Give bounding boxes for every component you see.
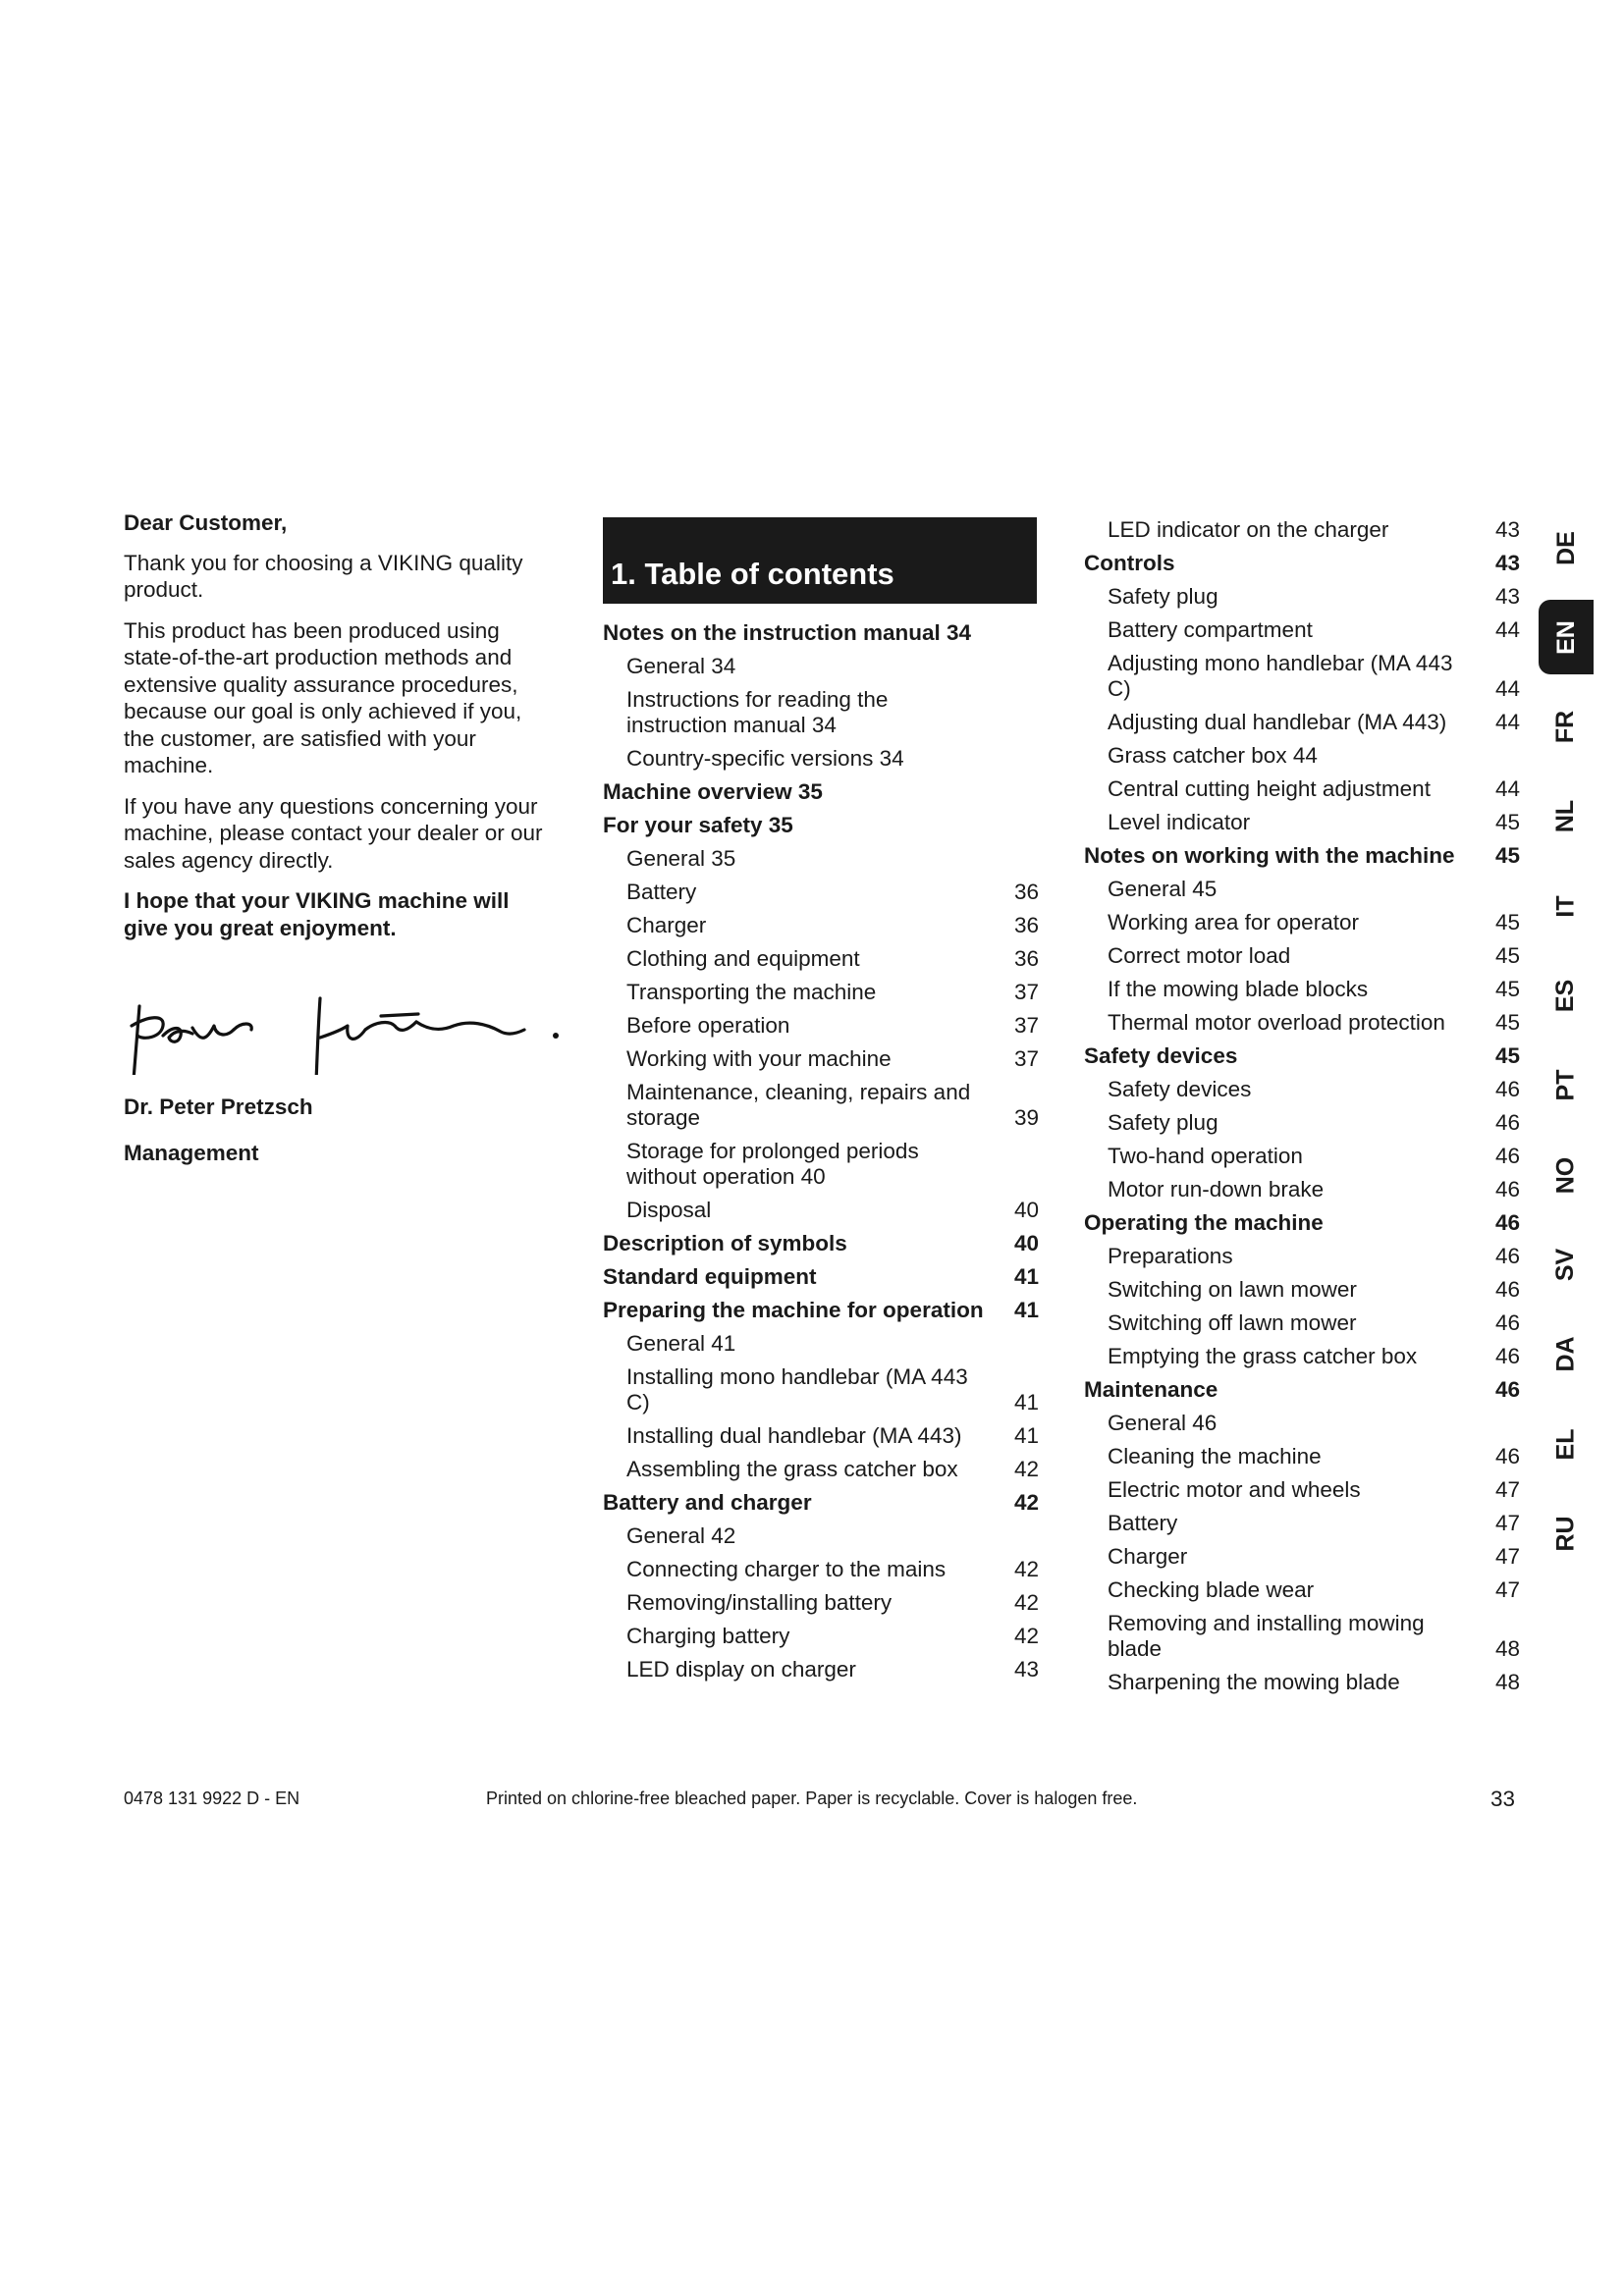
toc-entry-page: 44 (1494, 710, 1520, 734)
language-tab-es (1539, 959, 1594, 1034)
toc-entry (603, 654, 1039, 679)
toc-entry (1084, 1010, 1520, 1036)
language-tab-label: IT (1551, 895, 1580, 918)
toc-entry (603, 1046, 1039, 1072)
toc-entry (1084, 617, 1520, 643)
toc-entry (1084, 1177, 1520, 1202)
language-tab-da (1539, 1317, 1594, 1392)
toc-entry (603, 913, 1039, 938)
toc-entry-title: Checking blade wear (1108, 1577, 1315, 1602)
toc-entry-title: Safety plug (1108, 1110, 1218, 1135)
toc-entry-page: 42 (1013, 1490, 1039, 1515)
toc-entry-title: Cleaning the machine (1108, 1444, 1322, 1468)
toc-section-entry (603, 620, 1039, 646)
toc-entry-page: 46 (1494, 1110, 1520, 1135)
toc-entry (603, 746, 1039, 772)
toc-entry-title: Sharpening the mowing blade (1108, 1670, 1400, 1694)
toc-entry (1084, 517, 1520, 543)
toc-section-entry (603, 813, 1039, 838)
letter-salutation: Dear Customer, (124, 510, 288, 535)
toc-entry-title: Level indicator (1108, 810, 1251, 834)
toc-entry (1084, 1577, 1520, 1603)
toc-entry-title: Adjusting mono handlebar (MA 443 C) (1108, 651, 1453, 701)
toc-entry (1084, 776, 1520, 802)
toc-section-entry (603, 1231, 1039, 1256)
toc-entry-page: 41 (1013, 1298, 1039, 1322)
toc-entry-title: Notes on working with the machine (1084, 843, 1455, 868)
toc-entry-page: 47 (1494, 1544, 1520, 1569)
toc-entry-page: 46 (1494, 1310, 1520, 1335)
toc-entry-page: 45 (1494, 810, 1520, 834)
toc-entry-title: Assembling the grass catcher box (626, 1457, 958, 1481)
toc-entry-page: 40 (1013, 1198, 1039, 1222)
toc-entry-title: Transporting the machine (626, 980, 877, 1004)
toc-entry (1084, 1110, 1520, 1136)
toc-section-entry (1084, 551, 1520, 576)
toc-entry-title: Charger (626, 913, 707, 937)
language-tab-label: DE (1551, 530, 1580, 565)
toc-entry-title: Installing dual handlebar (MA 443) (626, 1423, 962, 1448)
toc-entry-title: Two-hand operation (1108, 1144, 1303, 1168)
toc-entry (1084, 1670, 1520, 1695)
toc-entry-page: 46 (1494, 1444, 1520, 1468)
toc-section-entry (1084, 1210, 1520, 1236)
toc-entry (603, 1198, 1039, 1223)
toc-entry (603, 1423, 1039, 1449)
toc-entry (1084, 1611, 1520, 1662)
toc-entry (603, 1624, 1039, 1649)
toc-section-entry (603, 1490, 1039, 1516)
toc-entry-title: Grass catcher box 44 (1108, 743, 1318, 768)
toc-entry-title: Removing and installing mowing blade (1108, 1611, 1425, 1661)
toc-entry-page: 48 (1494, 1636, 1520, 1661)
toc-entry-page: 43 (1494, 551, 1520, 575)
letter-paragraph: This product has been produced using state-of-the-art production methods and extensive quality assurance procedures, because our goal is only achieved if you, the customer, are satisfied with your machine. (124, 617, 522, 777)
letter-closing: I hope that your VIKING machine will give you great enjoyment. (124, 888, 510, 940)
toc-entry-page: 46 (1494, 1144, 1520, 1168)
language-tab-label: RU (1551, 1516, 1580, 1552)
toc-entry-title: Preparations (1108, 1244, 1233, 1268)
toc-entry-page: 48 (1494, 1670, 1520, 1694)
language-tab-pt (1539, 1048, 1594, 1123)
toc-entry-page: 36 (1013, 880, 1039, 904)
toc-entry-page: 37 (1013, 1013, 1039, 1038)
toc-entry-page: 47 (1494, 1577, 1520, 1602)
toc-entry (603, 846, 1039, 872)
toc-entry-page: 46 (1494, 1377, 1520, 1402)
toc-entry (1084, 1244, 1520, 1269)
toc-entry (1084, 1277, 1520, 1303)
language-tab-label: DA (1551, 1336, 1580, 1372)
toc-entry (603, 1657, 1039, 1682)
toc-entry-title: Motor run-down brake (1108, 1177, 1325, 1201)
language-tab-label: NL (1551, 800, 1580, 833)
toc-column-1 (603, 620, 1039, 1690)
toc-entry-title: Connecting charger to the mains (626, 1557, 947, 1581)
toc-entry-title: Battery (1108, 1511, 1178, 1535)
toc-entry-title: Emptying the grass catcher box (1108, 1344, 1418, 1368)
toc-entry-title: Battery (626, 880, 697, 904)
toc-entry-title: Switching on lawn mower (1108, 1277, 1357, 1302)
toc-entry-title: Working area for operator (1108, 910, 1359, 934)
toc-entry-title: Battery and charger (603, 1490, 812, 1515)
toc-section-entry (603, 1264, 1039, 1290)
toc-entry-page: 47 (1494, 1511, 1520, 1535)
toc-entry (1084, 1544, 1520, 1570)
toc-entry-title: Before operation (626, 1013, 790, 1038)
toc-entry (603, 1557, 1039, 1582)
paper-note: Printed on chlorine-free bleached paper. Paper is recyclable. Cover is halogen free. (486, 1789, 1138, 1808)
toc-entry (1084, 584, 1520, 610)
language-tab-label: NO (1551, 1156, 1580, 1194)
letter-paragraph: If you have any questions concerning your machine, please contact your dealer or our sales agency directly. (124, 793, 543, 873)
language-tab-de (1539, 510, 1594, 585)
toc-entry-title: Central cutting height adjustment (1108, 776, 1431, 801)
language-tab-label: ES (1551, 979, 1580, 1013)
language-tab-en (1539, 600, 1594, 674)
toc-entry (603, 1331, 1039, 1357)
toc-entry-page: 37 (1013, 1046, 1039, 1071)
toc-entry-title: Country-specific versions 34 (626, 746, 904, 771)
toc-entry (1084, 1444, 1520, 1469)
toc-entry (1084, 1344, 1520, 1369)
toc-entry (1084, 977, 1520, 1002)
toc-entry-page: 44 (1494, 776, 1520, 801)
toc-entry-page: 47 (1494, 1477, 1520, 1502)
toc-entry (1084, 1144, 1520, 1169)
toc-entry-title: Installing mono handlebar (MA 443 C) (626, 1364, 968, 1415)
toc-entry (603, 946, 1039, 972)
toc-entry-title: General 46 (1108, 1411, 1218, 1435)
toc-entry-page: 36 (1013, 946, 1039, 971)
toc-entry-title: General 45 (1108, 877, 1218, 901)
toc-entry-title: Machine overview 35 (603, 779, 823, 804)
letter-paragraph: Thank you for choosing a VIKING quality product. (124, 550, 523, 602)
toc-entry (1084, 1411, 1520, 1436)
toc-entry (1084, 743, 1520, 769)
toc-entry-page: 45 (1494, 1043, 1520, 1068)
toc-entry-page: 39 (1013, 1105, 1039, 1130)
toc-entry-title: LED display on charger (626, 1657, 856, 1682)
toc-entry-page: 43 (1013, 1657, 1039, 1682)
toc-entry-page: 43 (1494, 584, 1520, 609)
language-tab-el (1539, 1407, 1594, 1481)
toc-entry-title: Controls (1084, 551, 1175, 575)
toc-entry-title: Adjusting dual handlebar (MA 443) (1108, 710, 1447, 734)
toc-entry-title: Safety plug (1108, 584, 1218, 609)
toc-entry-page: 41 (1013, 1390, 1039, 1415)
toc-entry-title: If the mowing blade blocks (1108, 977, 1369, 1001)
language-tab-label: SV (1551, 1248, 1580, 1282)
document-code: 0478 131 9922 D - EN (124, 1789, 300, 1808)
toc-entry (603, 1364, 1039, 1415)
toc-entry-title: LED indicator on the charger (1108, 517, 1389, 542)
toc-entry-title: Instructions for reading the instruction manual 34 (626, 687, 889, 737)
language-tab-label: EN (1551, 619, 1580, 655)
toc-entry (603, 1457, 1039, 1482)
language-tab-fr (1539, 690, 1594, 765)
toc-entry-page: 45 (1494, 843, 1520, 868)
toc-entry (603, 880, 1039, 905)
signer-role: Management (124, 1141, 259, 1165)
language-tab-nl (1539, 779, 1594, 854)
toc-entry-title: Description of symbols (603, 1231, 847, 1255)
toc-entry-title: Charger (1108, 1544, 1188, 1569)
toc-column-2 (1084, 517, 1520, 1703)
language-tab-label: PT (1551, 1069, 1580, 1101)
toc-entry-title: General 42 (626, 1523, 736, 1548)
toc-entry-page: 44 (1494, 676, 1520, 701)
toc-section-entry (603, 779, 1039, 805)
toc-entry-title: Switching off lawn mower (1108, 1310, 1357, 1335)
toc-entry-title: Battery compartment (1108, 617, 1313, 642)
toc-entry-title: General 35 (626, 846, 736, 871)
toc-entry-title: Standard equipment (603, 1264, 817, 1289)
language-tab-label: FR (1551, 710, 1580, 744)
toc-entry-page: 46 (1494, 1244, 1520, 1268)
toc-entry-title: Correct motor load (1108, 943, 1291, 968)
toc-section-entry (1084, 843, 1520, 869)
toc-entry-title: General 41 (626, 1331, 736, 1356)
toc-header (603, 517, 1037, 604)
toc-entry-page: 42 (1013, 1557, 1039, 1581)
language-tab-no (1539, 1138, 1594, 1212)
toc-entry (603, 1523, 1039, 1549)
toc-entry (1084, 943, 1520, 969)
page-number: 33 (1490, 1787, 1516, 1811)
toc-entry (1084, 1511, 1520, 1536)
toc-entry-page: 46 (1494, 1344, 1520, 1368)
toc-entry-title: Clothing and equipment (626, 946, 860, 971)
customer-letter (124, 509, 556, 955)
toc-entry-page: 45 (1494, 910, 1520, 934)
toc-section-entry (603, 1298, 1039, 1323)
language-tab-it (1539, 869, 1594, 943)
toc-entry (603, 1139, 1039, 1190)
toc-entry (1084, 1477, 1520, 1503)
toc-entry-page: 41 (1013, 1264, 1039, 1289)
toc-entry-page: 41 (1013, 1423, 1039, 1448)
toc-entry (603, 1080, 1039, 1131)
toc-entry-page: 37 (1013, 980, 1039, 1004)
toc-entry-page: 43 (1494, 517, 1520, 542)
toc-entry-title: Removing/installing battery (626, 1590, 893, 1615)
handwritten-signature (124, 987, 566, 1075)
toc-entry-title: Safety devices (1084, 1043, 1238, 1068)
toc-entry-page: 42 (1013, 1457, 1039, 1481)
toc-section-entry (1084, 1043, 1520, 1069)
toc-entry (603, 1013, 1039, 1039)
toc-entry-title: Operating the machine (1084, 1210, 1324, 1235)
toc-entry-title: General 34 (626, 654, 736, 678)
toc-entry-title: Notes on the instruction manual 34 (603, 620, 972, 645)
toc-entry (603, 980, 1039, 1005)
toc-entry (603, 1590, 1039, 1616)
toc-entry-page: 40 (1013, 1231, 1039, 1255)
language-tab-sv (1539, 1227, 1594, 1302)
toc-entry-page: 42 (1013, 1590, 1039, 1615)
toc-entry (1084, 877, 1520, 902)
toc-entry-page: 36 (1013, 913, 1039, 937)
toc-entry (1084, 1077, 1520, 1102)
toc-section-entry (1084, 1377, 1520, 1403)
toc-entry-title: Maintenance (1084, 1377, 1218, 1402)
language-tab-label: EL (1551, 1428, 1580, 1460)
toc-entry-page: 45 (1494, 943, 1520, 968)
toc-entry-title: Electric motor and wheels (1108, 1477, 1361, 1502)
toc-entry (603, 687, 1039, 738)
toc-entry-title: For your safety 35 (603, 813, 793, 837)
toc-entry (1084, 1310, 1520, 1336)
toc-entry (1084, 651, 1520, 702)
toc-entry-title: Disposal (626, 1198, 712, 1222)
toc-entry-page: 45 (1494, 977, 1520, 1001)
toc-entry-title: Safety devices (1108, 1077, 1252, 1101)
toc-entry (1084, 810, 1520, 835)
toc-entry-title: Preparing the machine for operation (603, 1298, 984, 1322)
toc-entry-page: 46 (1494, 1077, 1520, 1101)
toc-entry-page: 42 (1013, 1624, 1039, 1648)
toc-entry-title: Charging battery (626, 1624, 790, 1648)
toc-entry (1084, 710, 1520, 735)
toc-entry-page: 46 (1494, 1210, 1520, 1235)
toc-entry (1084, 910, 1520, 935)
toc-entry-page: 46 (1494, 1277, 1520, 1302)
toc-title: 1. Table of contents (611, 557, 894, 591)
toc-entry-page: 44 (1494, 617, 1520, 642)
toc-entry-page: 45 (1494, 1010, 1520, 1035)
toc-entry-title: Storage for prolonged periods without operation 40 (626, 1139, 919, 1189)
language-tab-ru (1539, 1496, 1594, 1571)
toc-entry-title: Working with your machine (626, 1046, 892, 1071)
toc-entry-title: Maintenance, cleaning, repairs and storage (626, 1080, 971, 1130)
toc-entry-page: 46 (1494, 1177, 1520, 1201)
signer-name: Dr. Peter Pretzsch (124, 1095, 313, 1119)
toc-entry-title: Thermal motor overload protection (1108, 1010, 1445, 1035)
